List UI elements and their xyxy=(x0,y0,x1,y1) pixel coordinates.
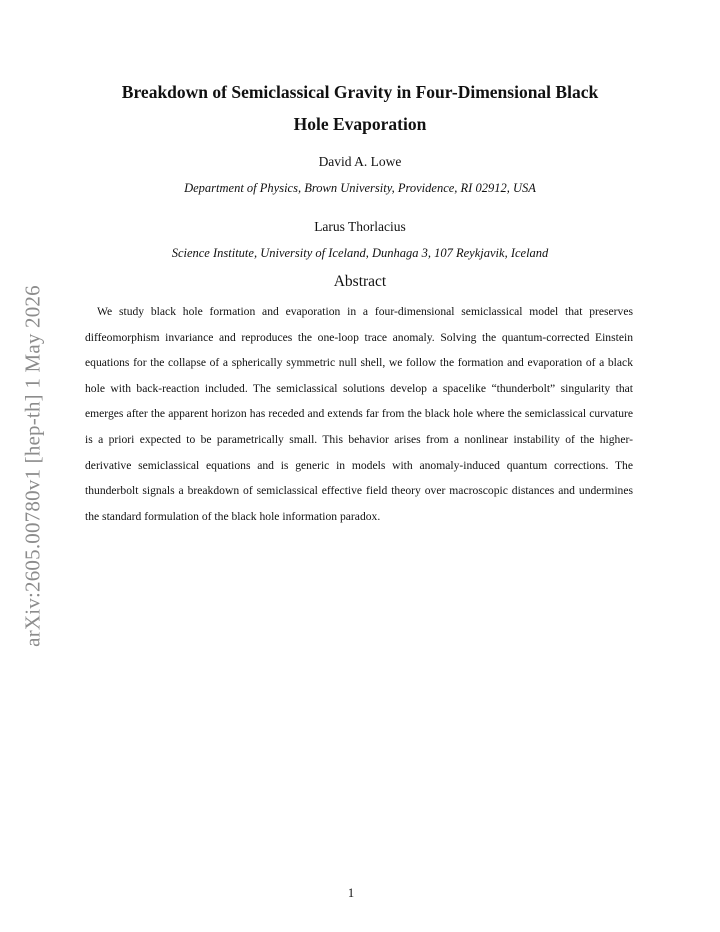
paper-title xyxy=(80,76,640,140)
author-name: David A. Lowe xyxy=(318,154,402,169)
author-name: Larus Thorlacius xyxy=(314,219,406,234)
author-affiliation: Department of Physics, Brown University, Providence, RI 02912, USA xyxy=(184,181,536,195)
title-line-2: Hole Evaporation xyxy=(293,114,427,134)
page-number: 1 xyxy=(347,886,355,900)
author-affiliation: Science Institute, University of Iceland, Dunhaga 3, 107 Reykjavik, Iceland xyxy=(171,246,549,260)
abstract-text: We study black hole formation and evaporation in a four-dimensional semiclassical model that preserves diffeomorphism invariance and reproduces the one-loop trace anomaly. Solving the quantum-corrected Einstein equations for the collapse of a spherically symmetric null shell, we follow the formation and evaporation of a black hole with back-reaction included. The semiclassical solutions develop a spacelike “thunderbolt” singularity that emerges after the apparent horizon has receded and extends far from the black hole where the semiclassical curvature is a priori expected to be parametrically small. This behavior arises from a nonlinear instability of the higher-derivative semiclassical equations and is generic in models with anomaly-induced quantum corrections. The thunderbolt signals a breakdown of semiclassical effective field theory over macroscopic distances and undermines the standard formulation of the black hole information paradox. xyxy=(85,305,633,523)
abstract-heading: Abstract xyxy=(333,273,387,290)
arxiv-identifier: arXiv:2605.00780v1 [hep-th] 1 May 2026 xyxy=(20,285,45,647)
title-line-1: Breakdown of Semiclassical Gravity in Four-Dimensional Black xyxy=(121,82,599,102)
